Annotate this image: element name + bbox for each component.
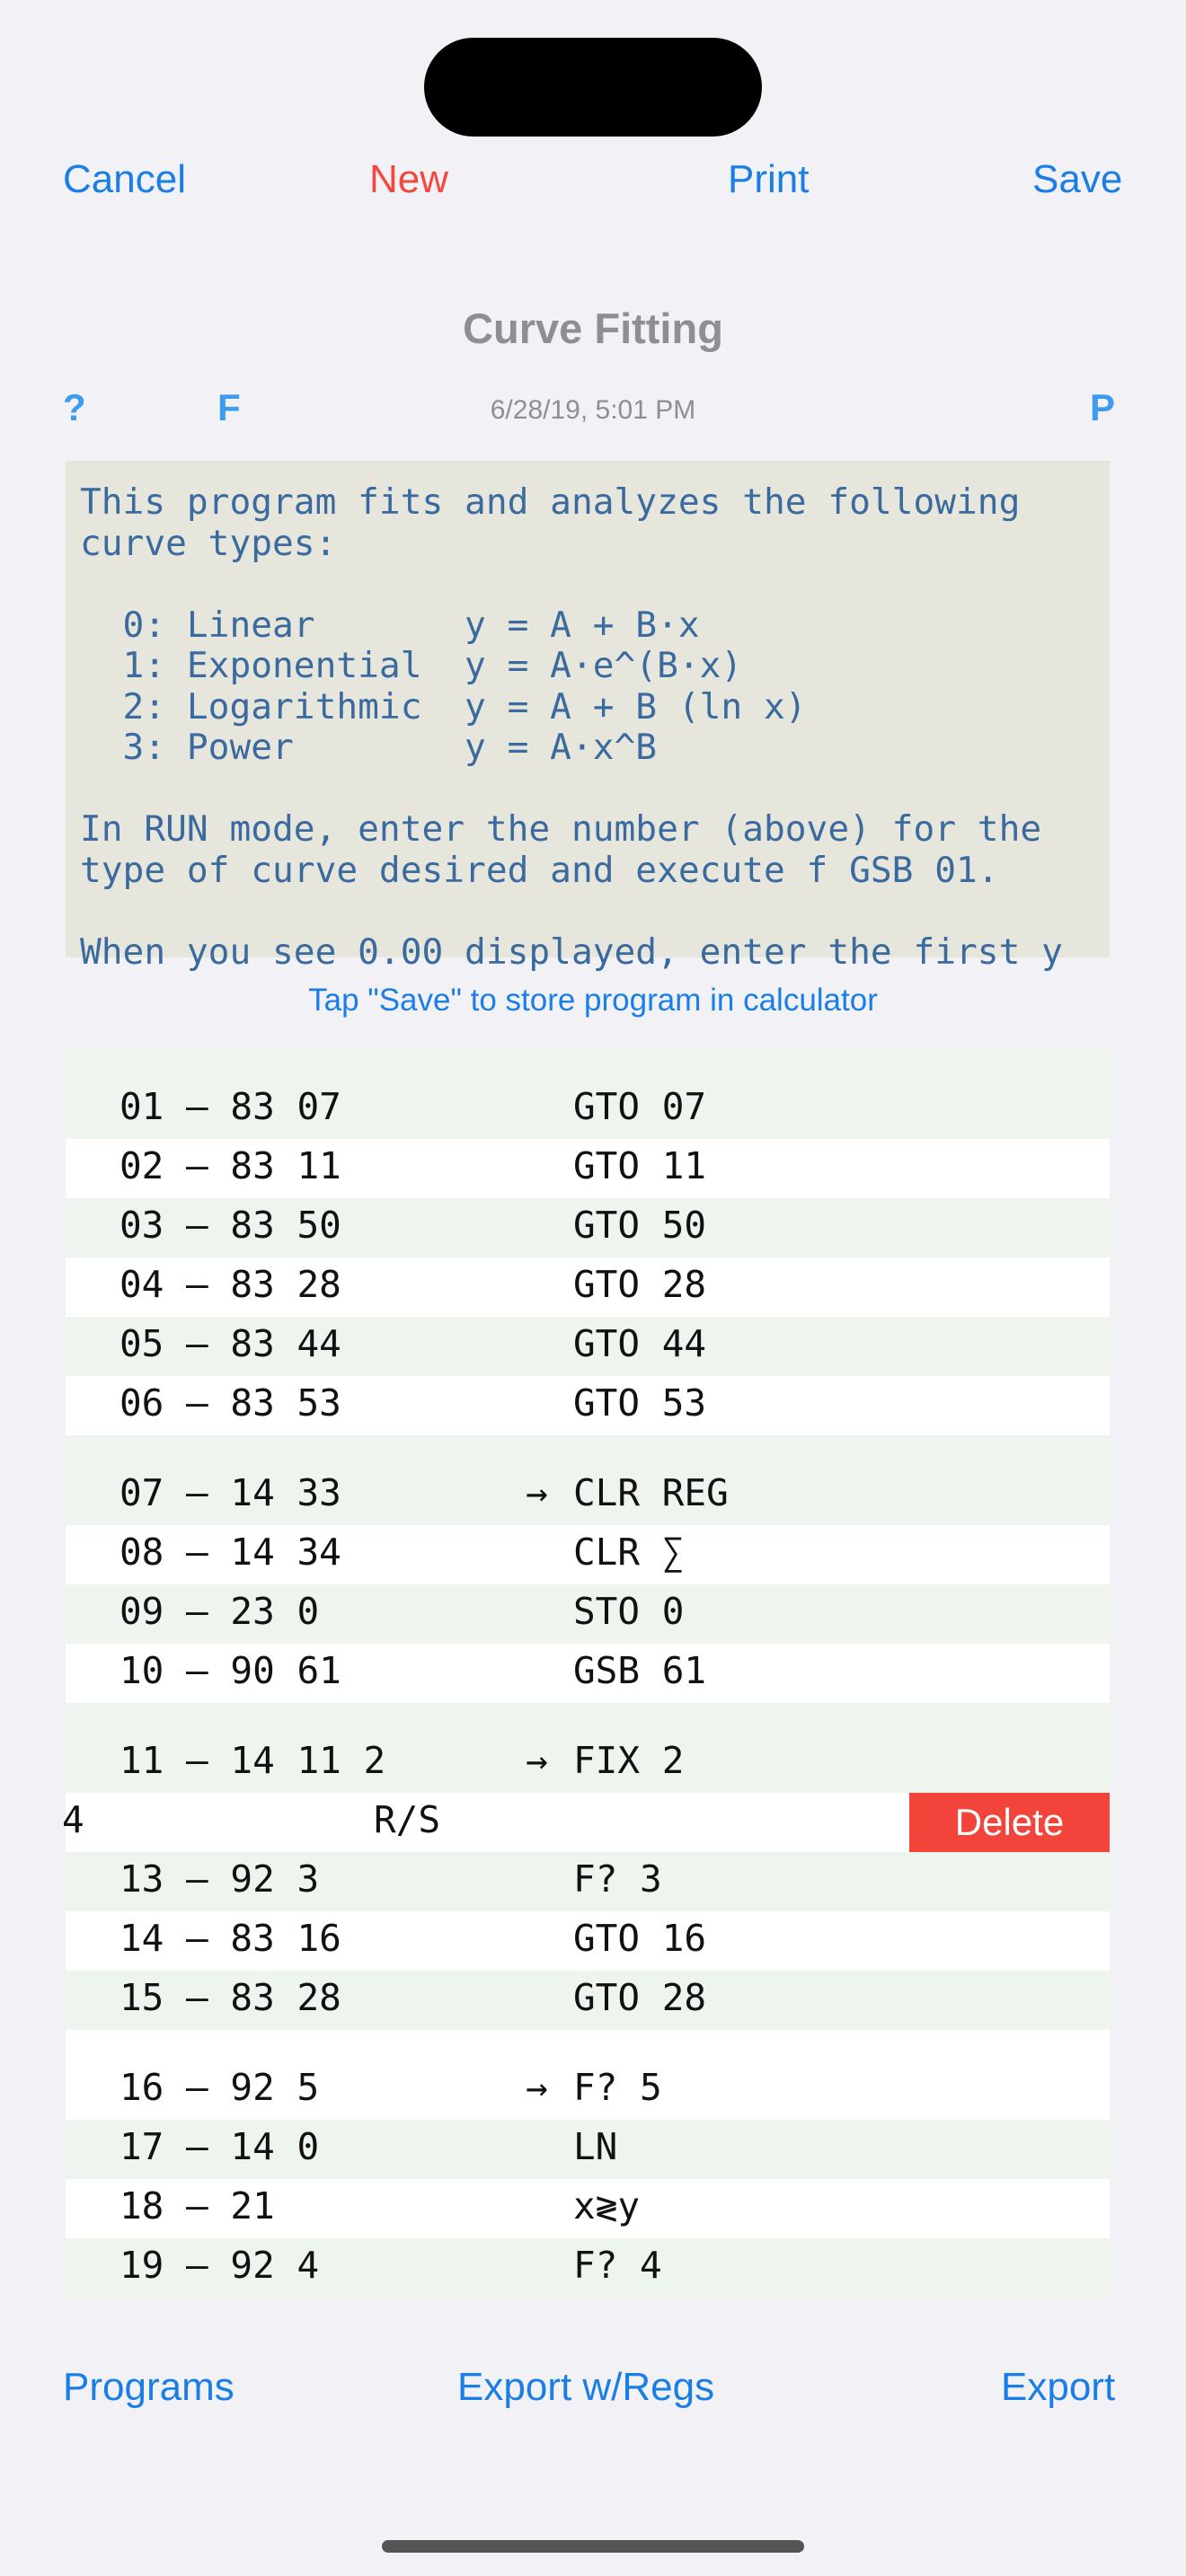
- step-row[interactable]: [66, 1911, 1110, 1971]
- program-description[interactable]: [66, 461, 1110, 973]
- step-line: 03 – 83 50: [119, 1204, 341, 1247]
- step-command: GTO 16: [573, 1917, 707, 1960]
- step-command: LN: [573, 2125, 618, 2168]
- step-command: STO 0: [573, 1590, 685, 1633]
- step-line: 10 – 90 61: [119, 1649, 341, 1692]
- step-line: 18 – 21: [119, 2184, 275, 2228]
- dynamic-island: [424, 38, 762, 137]
- step-command: F? 5: [573, 2066, 662, 2109]
- delete-button[interactable]: Delete: [909, 1793, 1110, 1852]
- save-button[interactable]: Save: [1032, 157, 1123, 201]
- print-button[interactable]: Print: [728, 157, 810, 201]
- step-command: GTO 07: [573, 1085, 707, 1128]
- step-row-swiped[interactable]: [62, 1793, 1110, 1852]
- step-row[interactable]: [66, 1376, 1110, 1435]
- step-row[interactable]: [66, 1317, 1110, 1376]
- home-indicator: [382, 2540, 804, 2553]
- step-row[interactable]: [66, 2238, 1110, 2298]
- step-row[interactable]: [66, 1257, 1110, 1317]
- step-line: 19 – 92 4: [119, 2244, 320, 2287]
- step-line: 17 – 14 0: [119, 2125, 320, 2168]
- step-command: CLR ∑: [573, 1531, 685, 1574]
- step-command: FIX 2: [573, 1739, 685, 1782]
- program-title[interactable]: Curve Fitting: [463, 304, 723, 352]
- step-command: GTO 44: [573, 1322, 707, 1365]
- step-line: 01 – 83 07: [119, 1085, 341, 1128]
- step-row[interactable]: [66, 2120, 1110, 2179]
- cancel-button[interactable]: Cancel: [63, 157, 186, 201]
- export-button[interactable]: Export: [1001, 2365, 1116, 2409]
- label-arrow-icon: →: [526, 1471, 548, 1514]
- step-line: 11 – 14 11 2: [119, 1739, 386, 1782]
- step-command: GTO 50: [573, 1204, 707, 1247]
- description-text: This program fits and analyzes the following curve types: 0: Linear y = A + B·x 1: Exponential y = A·e^(B·x) 2: Logarithmic y = A + B (ln x) 3: Power y = A·x^B In RUN mode, enter the number (above) for the type of curve desired and execute f GSB 01. When you see 0.00 displayed, enter the first y: [80, 481, 1063, 973]
- save-hint: Tap "Save" to store program in calculator: [308, 983, 878, 1018]
- step-line: 14 – 83 16: [119, 1917, 341, 1960]
- step-row[interactable]: [66, 1435, 1110, 1525]
- step-line: 13 – 92 3: [119, 1857, 320, 1901]
- new-button[interactable]: New: [369, 157, 449, 201]
- step-command: x≷y: [573, 2184, 641, 2228]
- step-row[interactable]: [66, 1525, 1110, 1584]
- step-row[interactable]: [66, 1852, 1110, 1911]
- export-with-registers-button[interactable]: Export w/Regs: [457, 2365, 715, 2409]
- step-command: GSB 61: [573, 1649, 707, 1692]
- step-line: 16 – 92 5: [119, 2066, 320, 2109]
- label-arrow-icon: →: [526, 2066, 548, 2109]
- step-line: 15 – 83 28: [119, 1976, 341, 2019]
- step-row[interactable]: [66, 1584, 1110, 1644]
- step-command: R/S: [374, 1798, 441, 1841]
- step-row[interactable]: [66, 2179, 1110, 2238]
- label-arrow-icon: →: [526, 1739, 548, 1782]
- step-line: 4: [62, 1798, 84, 1841]
- programs-button[interactable]: Programs: [63, 2365, 235, 2409]
- step-command: F? 4: [573, 2244, 662, 2287]
- step-row[interactable]: [66, 1703, 1110, 1793]
- step-row[interactable]: [66, 1198, 1110, 1257]
- step-line: 08 – 14 34: [119, 1531, 341, 1574]
- step-command: GTO 53: [573, 1381, 707, 1425]
- step-row[interactable]: [66, 2030, 1110, 2120]
- step-row[interactable]: [66, 1139, 1110, 1198]
- step-line: 02 – 83 11: [119, 1144, 341, 1187]
- step-command: GTO 11: [573, 1144, 707, 1187]
- step-line: 07 – 14 33: [119, 1471, 341, 1514]
- help-button[interactable]: ?: [63, 386, 86, 428]
- step-command: GTO 28: [573, 1976, 707, 2019]
- step-row[interactable]: [66, 1644, 1110, 1703]
- step-command: F? 3: [573, 1857, 662, 1901]
- step-command: GTO 28: [573, 1263, 707, 1306]
- step-command: CLR REG: [573, 1471, 729, 1514]
- program-steps-list[interactable]: [62, 1049, 1110, 2289]
- step-row[interactable]: [66, 1971, 1110, 2030]
- step-line: 06 – 83 53: [119, 1381, 341, 1425]
- p-button[interactable]: P: [1090, 386, 1116, 428]
- step-line: 05 – 83 44: [119, 1322, 341, 1365]
- step-row[interactable]: [66, 1049, 1110, 1139]
- step-line: 09 – 23 0: [119, 1590, 320, 1633]
- step-line: 04 – 83 28: [119, 1263, 341, 1306]
- program-date: 6/28/19, 5:01 PM: [490, 395, 696, 425]
- flags-button[interactable]: F: [217, 386, 241, 428]
